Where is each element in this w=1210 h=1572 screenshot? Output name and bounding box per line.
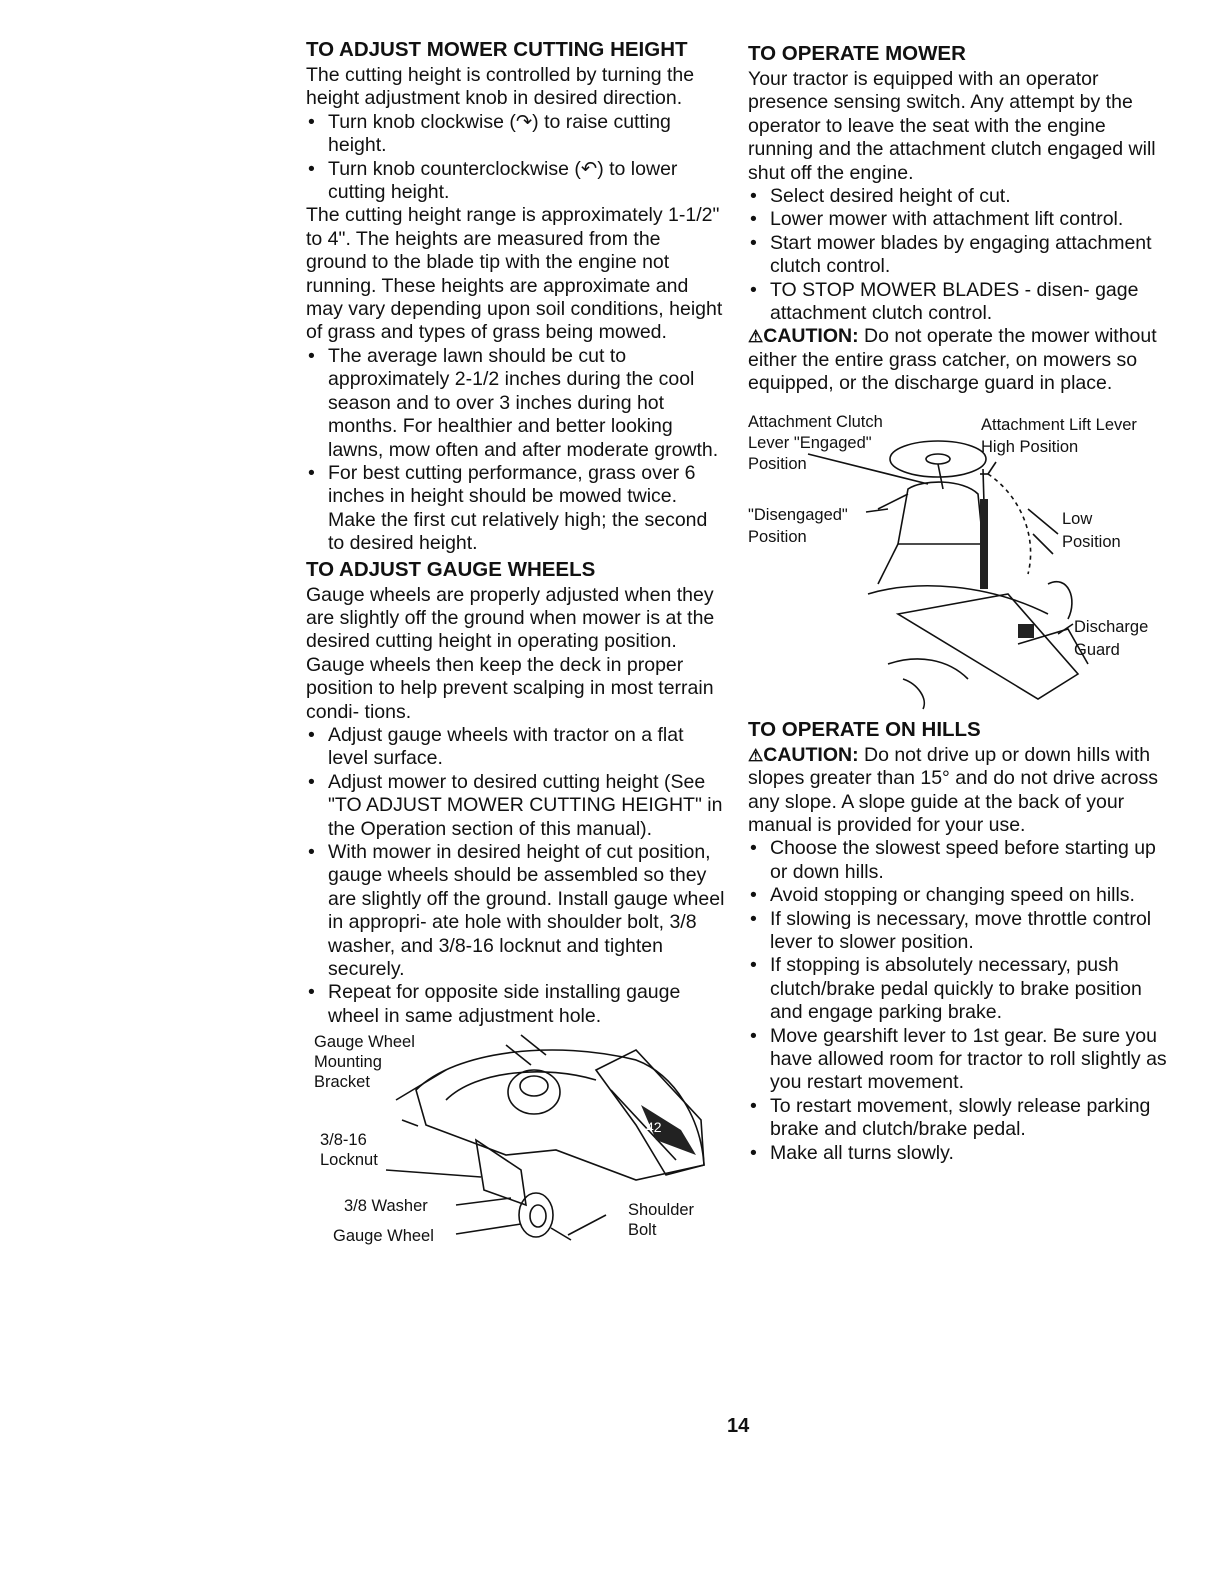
label-clutch-engaged: Attachment Clutch Lever "Engaged" Position <box>748 412 883 473</box>
cutting-height-knob-list <box>306 111 726 205</box>
label-gauge-wheel: Gauge Wheel <box>333 1227 434 1246</box>
right-column <box>748 38 1168 1165</box>
label-washer: 3/8 Washer <box>344 1197 428 1216</box>
label-gauge-wheel-bracket: Gauge Wheel Mounting Bracket <box>314 1033 415 1092</box>
gauge-wheels-intro: Gauge wheels are properly adjusted when they are slightly off the ground when mower is at the desired cutting height in operating position. Gauge wheels then keep the deck in proper position to help prevent scalping in most terrain condi- tions. <box>306 583 715 723</box>
list-item: • If stopping is absolutely necessary, push clutch/brake pedal quickly to brake position and engage parking brake. <box>748 954 1168 1024</box>
list-item: • Repeat for opposite side installing gauge wheel in same adjustment hole. <box>306 981 726 1028</box>
list-item: • Choose the slowest speed before starting up or down hills. <box>748 837 1168 884</box>
cutting-height-body: The cutting height range is approximately 1-1/2" to 4". The heights are measured from the ground to the blade tip with the engine not running. These heights are approximate and may vary depending upon soil conditions, height of grass and types of grass being mowed. <box>306 204 723 344</box>
list-item: • Adjust mower to desired cutting height (See "TO ADJUST MOWER CUTTING HEIGHT" in the Operation section of this manual). <box>306 771 726 841</box>
list-item: • With mower in desired height of cut position, gauge wheels should be assembled so they are slightly off the ground. Install gauge wheel in appropri- ate hole with shoulder bolt, 3/8 washer, and 3/8-16 locknut and tighten securely. <box>306 841 726 981</box>
section-title-operate-mower: TO OPERATE MOWER <box>748 42 966 65</box>
label-discharge-guard: Discharge Guard <box>1074 617 1149 659</box>
list-item: • Select desired height of cut. <box>748 185 1168 208</box>
operate-mower-list <box>748 185 1168 325</box>
operate-hills-caution <box>748 744 1168 838</box>
label-low-position: Low Position <box>1062 509 1121 551</box>
caution-text: Do not drive up or down hills with slopes greater than 15° and do not drive across any slope. A slope guide at the back of your manual is provided for your use. <box>748 743 1158 836</box>
cutting-height-intro: The cutting height is controlled by turning the height adjustment knob in desired direction. <box>306 64 695 110</box>
list-item: • Make all turns slowly. <box>748 1142 1168 1165</box>
section-title-gauge-wheels: TO ADJUST GAUGE WHEELS <box>306 557 596 581</box>
list-item: • Move gearshift lever to 1st gear. Be sure you have allowed room for tractor to roll slightly as you restart movement. <box>748 1025 1168 1095</box>
operate-mower-caution <box>748 325 1168 395</box>
list-item: • Avoid stopping or changing speed on hills. <box>748 884 1168 907</box>
list-item: • The average lawn should be cut to approximately 2-1/2 inches during the cool season and to over 3 inches during hot months. For healthier and better looking lawns, mow often and after moderate growth. <box>306 345 726 462</box>
list-item: • For best cutting performance, grass over 6 inches in height should be mowed twice. Make the first cut relatively high; the second to desired height. <box>306 462 726 556</box>
gauge-wheels-list <box>306 724 726 1028</box>
section-title-cutting-height: TO ADJUST MOWER CUTTING HEIGHT <box>306 38 688 61</box>
label-clutch-disengaged: "Disengaged" Position <box>748 505 848 546</box>
section-title-operate-hills: TO OPERATE ON HILLS <box>748 717 981 741</box>
label-locknut: 3/8-16 Locknut <box>320 1131 378 1170</box>
caution-icon: ⚠ <box>748 745 764 765</box>
list-item: • To restart movement, slowly release parking brake and clutch/brake pedal. <box>748 1095 1168 1142</box>
list-item: • If slowing is necessary, move throttle control lever to slower position. <box>748 908 1168 955</box>
label-lift-lever-high: Attachment Lift Lever High Position <box>981 415 1137 456</box>
deck-badge: 42 <box>646 1119 662 1136</box>
caution-icon: ⚠ <box>748 327 764 347</box>
list-item: • Turn knob clockwise (↷) to raise cutting height. <box>306 111 726 158</box>
label-shoulder-bolt: Shoulder Bolt <box>628 1201 695 1240</box>
list-item: • Adjust gauge wheels with tractor on a flat level surface. <box>306 724 726 771</box>
list-item: • TO STOP MOWER BLADES - disen- gage attachment clutch control. <box>748 279 1168 326</box>
attachment-lever-figure <box>748 414 1168 714</box>
page-number: 14 <box>727 1415 750 1437</box>
caution-text: Do not operate the mower without either the entire grass catcher, on mowers so equipped, or the discharge guard in place. <box>748 325 1157 395</box>
operate-mower-intro: Your tractor is equipped with an operator presence sensing switch. Any attempt by the operator to leave the seat with the engine running and the attachment clutch engaged will shut off the engine. <box>748 68 1156 184</box>
caution-label: CAUTION: <box>763 743 859 766</box>
list-item: • Lower mower with attachment lift control. <box>748 208 1168 231</box>
operate-hills-list <box>748 837 1168 1165</box>
caution-label: CAUTION: <box>763 325 859 348</box>
cutting-height-tips-list <box>306 345 726 556</box>
gauge-wheel-figure <box>306 1030 726 1260</box>
list-item: • Turn knob counterclockwise (↶) to lower cutting height. <box>306 158 726 205</box>
left-column <box>306 38 726 1260</box>
list-item: • Start mower blades by engaging attachment clutch control. <box>748 232 1168 279</box>
